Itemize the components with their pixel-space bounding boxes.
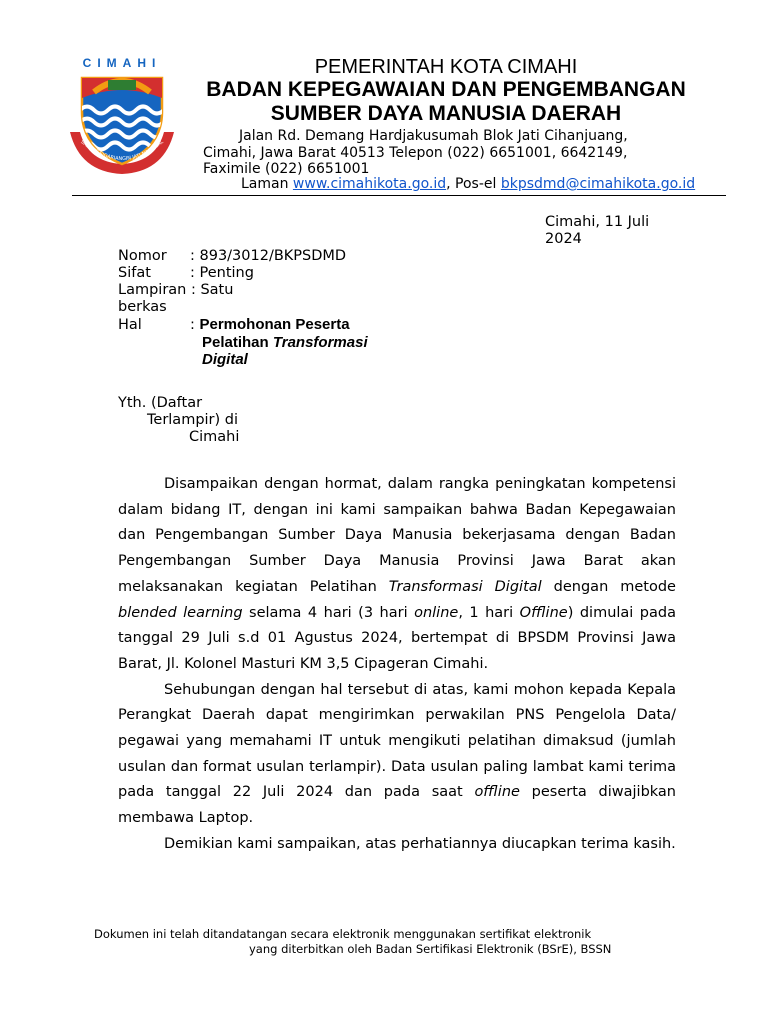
address-line2: Cimahi, Jawa Barat 40513 Telepon (022) 6651001, 6642149,: [203, 145, 628, 161]
paragraph-3: Demikian kami sampaikan, atas perhatiannya diucapkan terima kasih.: [164, 835, 676, 852]
date-line1: Cimahi, 11 Juli: [545, 214, 650, 230]
lampiran-label: Lampiran: [118, 282, 187, 298]
lampiran-row: [118, 282, 233, 299]
footer-line2: yang diterbitkan oleh Badan Sertifikasi Elektronik (BSrE), BSSN: [249, 942, 612, 956]
subject-block: [118, 316, 368, 368]
letter-body: [118, 472, 676, 858]
contact-line: [241, 176, 695, 193]
cimahi-logo: [64, 52, 180, 178]
email-link[interactable]: bkpsdmd@cimahikota.go.id: [500, 176, 696, 192]
sifat-row: [118, 265, 254, 282]
recipient-block: [118, 395, 239, 446]
hal-label: Hal: [118, 317, 142, 333]
address-line1: Jalan Rd. Demang Hardjakusumah Blok Jati Cihanjuang,: [239, 128, 628, 144]
agency-name-line1: BADAN KEPEGAWAIAN DAN PENGEMBANGAN: [206, 78, 686, 101]
paragraph-1: Disampaikan dengan hormat, dalam rangka peningkatan kompetensi dalam bidang IT, dengan ini kami sampaikan bahwa Badan Kepegawaian dan Pengembangan Sumber Daya Manusia bekerjasama dengan Badan Pengembangan Sumber Daya Manusia Provinsi Jawa Barat akan melaksanakan kegiatan Pelatihan Transformasi Digital dengan metode blended learning selama 4 hari (3 hari online, 1 hari Offline) dimulai pada tanggal 29 Juli s.d 01 Agustus 2024, bertempat di BPSDM Provinsi Jawa Barat, Jl. Kolonel Masturi KM 3,5 Cipageran Cimahi.: [118, 476, 676, 672]
paragraph-2: Sehubungan dengan hal tersebut di atas, kami mohon kepada Kepala Perangkat Daerah dapat mengirimkan perwakilan PNS Pengelola Data/ pegawai yang memahami IT untuk mengikuti pelatihan dimaksud (jumlah usulan dan format usulan terlampir). Data usulan paling lambat kami terima pada tanggal 22 Juli 2024 dan pada saat offline peserta diwajibkan membawa Laptop.: [118, 681, 676, 827]
lampiran-value: : Satu: [190, 282, 234, 298]
esign-footer: [60, 927, 660, 957]
email-label: , Pos-el: [446, 176, 501, 192]
logo-motto: SALAPIS SIGARIANGIN JATI NANGGAL: [79, 139, 165, 163]
nomor-value: : 893/3012/BKPSDMD: [190, 248, 347, 264]
sifat-label: Sifat: [118, 265, 151, 281]
subject-line2b: Transformasi: [272, 334, 368, 351]
agency-name-line2: SUMBER DAYA MANUSIA DAERAH: [270, 102, 622, 125]
logo-text: CIMAHI: [82, 56, 162, 70]
hal-colon: :: [190, 317, 200, 333]
address-line3: Faximile (022) 6651001: [203, 161, 370, 177]
recipient-line3: Cimahi: [189, 429, 240, 445]
date-line2: 2024: [545, 231, 582, 247]
footer-line1: Dokumen ini telah ditandatangan secara elektronik menggunakan sertifikat elektronik: [94, 927, 592, 941]
sifat-value: : Penting: [190, 265, 254, 281]
website-link[interactable]: www.cimahikota.go.id: [292, 176, 447, 192]
web-label: Laman: [241, 176, 293, 192]
lampiran-value-line2: berkas: [118, 299, 167, 315]
recipient-line2: Terlampir) di: [147, 412, 239, 428]
government-name: PEMERINTAH KOTA CIMAHI: [314, 56, 578, 78]
nomor-label: Nomor: [118, 248, 167, 264]
header-divider: [72, 195, 726, 196]
subject-line3: Digital: [202, 351, 248, 368]
nomor-row: [118, 248, 346, 265]
recipient-line1: Yth. (Daftar: [118, 395, 203, 411]
letter-date: [545, 214, 685, 248]
subject-line1: Permohonan Peserta: [199, 316, 350, 333]
subject-line2a: Pelatihan: [202, 334, 273, 351]
